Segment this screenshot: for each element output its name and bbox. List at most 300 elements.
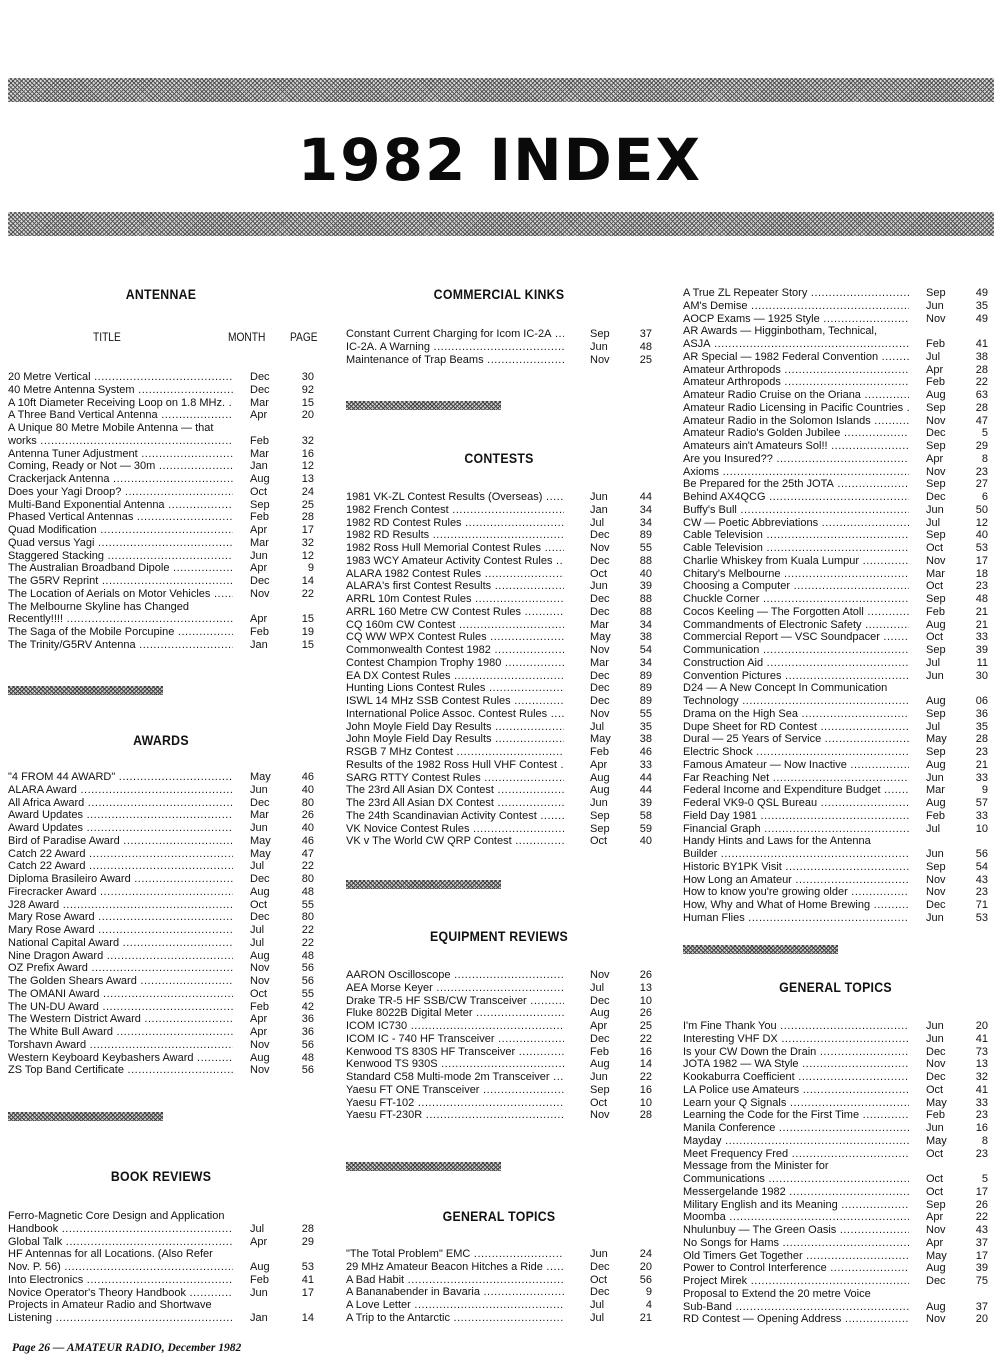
index-entry xyxy=(683,1020,988,1033)
index-entry xyxy=(8,1223,314,1236)
entry-title: A Bad Habit ..... xyxy=(346,1274,564,1287)
entry-title: VK Novice Contest Rules ..... xyxy=(346,823,564,836)
entry-title: Charlie Whiskey from Kuala Lumpur ..... xyxy=(683,555,909,568)
entry-month: Sep xyxy=(926,529,946,542)
index-entry xyxy=(8,371,314,384)
entry-month: Feb xyxy=(590,746,609,758)
entry-month: May xyxy=(926,1134,947,1147)
entry-month: Sep xyxy=(926,746,946,758)
entry-page: 22 xyxy=(975,376,988,389)
entry-page: 16 xyxy=(639,1083,652,1096)
entry-title: Amateur Radio in the Solomon Islands ..... xyxy=(683,415,909,428)
entry-page: 16 xyxy=(301,447,314,460)
equipment-reviews-separator xyxy=(346,880,501,889)
entry-page: 13 xyxy=(639,981,652,994)
entry-title: Mary Rose Award ..... xyxy=(8,924,233,937)
entry-page: 53 xyxy=(301,1261,314,1273)
entry-page: 34 xyxy=(639,516,652,529)
entry-month: Jul xyxy=(250,1222,265,1235)
index-entry xyxy=(8,899,314,912)
index-entry xyxy=(8,473,314,486)
entry-page: 32 xyxy=(975,1071,988,1083)
index-entry xyxy=(683,300,988,313)
entry-page: 37 xyxy=(975,1300,988,1313)
entry-month: Dec xyxy=(926,1275,946,1287)
entry-title: Mayday ..... xyxy=(683,1135,909,1148)
entry-title: Maintenance of Trap Beams ..... xyxy=(346,354,564,367)
entry-page: 13 xyxy=(975,1058,988,1071)
entry-page: 16 xyxy=(975,1122,988,1134)
entry-page: 23 xyxy=(975,1147,988,1160)
entry-title: 1981 VK-ZL Contest Results (Overseas) ..... xyxy=(346,491,564,504)
entry-title: Field Day 1981 ..... xyxy=(683,810,909,823)
entry-month: Aug xyxy=(926,1262,946,1275)
entry-month: Jun xyxy=(926,848,944,860)
entry-title: John Moyle Field Day Results ..... xyxy=(346,733,564,746)
entry-title: The UN-DU Award ..... xyxy=(8,1001,233,1014)
entry-title: Staggered Stacking ..... xyxy=(8,550,233,563)
entry-month: Jun xyxy=(926,911,944,924)
entry-title: Mary Rose Award ..... xyxy=(8,911,233,924)
index-entry xyxy=(683,287,988,300)
entry-month: Dec xyxy=(590,554,610,567)
entry-title: AR Special — 1982 Federal Convention ..... xyxy=(683,351,909,364)
index-entry xyxy=(8,924,314,937)
page-footer: Page 26 — AMATEUR RADIO, December 1982 xyxy=(12,1342,242,1354)
entry-title: 1982 RD Results ..... xyxy=(346,529,564,542)
entry-month: Apr xyxy=(250,1026,268,1038)
entry-page: 44 xyxy=(639,771,652,784)
index-entry xyxy=(346,1274,652,1287)
entry-title: Buffy's Bull ..... xyxy=(683,504,909,517)
entry-month: Oct xyxy=(250,485,268,498)
index-entry xyxy=(8,613,314,626)
entry-title: Diploma Brasileiro Award ..... xyxy=(8,873,233,886)
index-entry xyxy=(683,593,988,606)
entry-page: 89 xyxy=(639,695,652,707)
index-entry xyxy=(8,384,314,397)
entry-title: RSGB 7 MHz Contest ..... xyxy=(346,746,564,759)
entry-page: 9 xyxy=(645,1286,652,1299)
entry-title: National Capital Award ..... xyxy=(8,937,233,950)
entry-month: Jun xyxy=(250,1286,268,1299)
entry-page: 17 xyxy=(301,524,314,536)
entry-title: Is your CW Down the Drain ..... xyxy=(683,1046,909,1059)
entry-title: Constant Current Charging for Icom IC-2A ..... xyxy=(346,328,564,341)
index-entry xyxy=(8,486,314,499)
entry-page: 37 xyxy=(639,328,652,340)
entry-month: Apr xyxy=(250,1235,268,1248)
entry-month: Nov xyxy=(590,353,610,366)
entry-title: ARRL 160 Metre CW Contest Rules ..... xyxy=(346,606,564,619)
entry-title: A 10ft Diameter Receiving Loop on 1.8 MHz. ..... xyxy=(8,397,233,410)
entry-page: 28 xyxy=(975,363,988,376)
index-entry xyxy=(8,460,314,473)
entry-month: Jan xyxy=(250,638,268,651)
index-entry xyxy=(8,639,314,652)
entry-month: Dec xyxy=(250,911,270,924)
index-entry xyxy=(346,784,652,797)
entry-month: Sep xyxy=(926,707,946,720)
entry-month: Jul xyxy=(250,924,265,936)
entry-page: 22 xyxy=(301,587,314,600)
section-heading-awards: AWARDS xyxy=(133,732,189,748)
entry-page: 20 xyxy=(975,1313,988,1326)
entry-page: 40 xyxy=(301,783,314,796)
entry-month: Dec xyxy=(590,1286,610,1299)
entry-month: Jul xyxy=(926,656,941,669)
entry-title: The White Bull Award ..... xyxy=(8,1026,233,1039)
entry-page: 49 xyxy=(975,287,988,299)
entry-title: A Bananabender in Bavaria ..... xyxy=(346,1286,564,1299)
index-entry xyxy=(8,1001,314,1014)
entry-month: Dec xyxy=(250,575,270,587)
index-entry xyxy=(683,542,988,555)
entry-month: Nov xyxy=(926,1313,946,1326)
entry-title: Federal VK9-0 QSL Bureau ..... xyxy=(683,797,909,810)
entry-page: 15 xyxy=(301,638,314,651)
entry-title: Fluke 8022B Digital Meter ..... xyxy=(346,1007,564,1020)
book-reviews-separator xyxy=(8,1112,163,1121)
entry-month: Jun xyxy=(590,797,608,809)
entry-month: Aug xyxy=(250,1261,270,1273)
entry-page: 28 xyxy=(975,401,988,414)
entry-month: Aug xyxy=(250,949,270,962)
index-entry xyxy=(683,1186,988,1199)
index-entry xyxy=(683,1237,988,1250)
index-entry xyxy=(346,995,652,1008)
index-entry xyxy=(683,733,988,746)
awards-separator xyxy=(8,686,163,695)
entry-page: 14 xyxy=(639,1058,652,1071)
entry-title: Financial Graph ..... xyxy=(683,823,909,836)
entry-page: 55 xyxy=(639,707,652,720)
entry-title: Builder ..... xyxy=(683,848,909,861)
index-entry xyxy=(683,1262,988,1275)
index-entry xyxy=(8,626,314,639)
entry-title: Cocos Keeling — The Forgotten Atoll ..... xyxy=(683,606,909,619)
entry-title: The Trinity/G5RV Antenna ..... xyxy=(8,639,233,652)
section-heading-contests: CONTESTS xyxy=(464,450,534,466)
entry-title: Yaesu FT-102 ..... xyxy=(346,1097,564,1110)
index-entry xyxy=(346,1286,652,1299)
entry-page: 5 xyxy=(981,1173,988,1185)
entry-page: 48 xyxy=(301,949,314,962)
entry-title: Construction Aid ..... xyxy=(683,657,909,670)
entry-page: 20 xyxy=(975,1020,988,1032)
index-entry xyxy=(8,1026,314,1039)
entry-month: Apr xyxy=(926,1211,944,1224)
index-entry xyxy=(8,937,314,950)
entry-title: Far Reaching Net ..... xyxy=(683,772,909,785)
index-entry xyxy=(8,1013,314,1026)
entry-title: Amateur Radio's Golden Jubilee ..... xyxy=(683,427,909,440)
entry-page: 28 xyxy=(975,733,988,746)
index-entry xyxy=(346,759,652,772)
entry-title: ASJA ..... xyxy=(683,338,909,351)
entry-page: 25 xyxy=(301,498,314,511)
index-entry xyxy=(346,708,652,721)
index-entry xyxy=(346,695,652,708)
index-entry xyxy=(346,1261,652,1274)
entry-page: 35 xyxy=(975,720,988,733)
entry-month: Dec xyxy=(926,491,946,503)
section-heading-commercial-kinks: COMMERCIAL KINKS xyxy=(433,286,565,302)
index-entry xyxy=(8,409,314,422)
index-entry xyxy=(683,1224,988,1237)
entry-month: Aug xyxy=(250,885,270,898)
index-entry xyxy=(683,657,988,670)
entry-month: Jun xyxy=(926,1032,944,1045)
index-entry xyxy=(346,1007,652,1020)
entry-month: May xyxy=(250,847,271,860)
entry-page: 56 xyxy=(301,962,314,975)
index-entry xyxy=(683,772,988,785)
index-entry xyxy=(683,376,988,389)
entry-title: AOCP Exams — 1925 Style ..... xyxy=(683,313,909,326)
entry-month: Jul xyxy=(250,936,265,949)
entry-page: 33 xyxy=(975,1096,988,1109)
entry-month: Dec xyxy=(926,427,946,440)
entry-page: 12 xyxy=(301,549,314,562)
entry-title: Recently!!!! ..... xyxy=(8,613,233,626)
entry-title: Kookaburra Coefficient ..... xyxy=(683,1071,909,1084)
entry-month: Aug xyxy=(926,695,946,707)
index-entry xyxy=(683,1135,988,1148)
entry-page: 89 xyxy=(639,669,652,682)
entry-month: Aug xyxy=(590,784,610,797)
entry-month: May xyxy=(926,1249,947,1262)
index-entry xyxy=(683,886,988,899)
entry-month: Nov xyxy=(250,962,270,975)
entry-title: Military English and its Meaning ..... xyxy=(683,1199,909,1212)
entry-title: The 23rd All Asian DX Contest ..... xyxy=(346,784,564,797)
entry-page: 17 xyxy=(975,1249,988,1262)
entry-month: Apr xyxy=(926,363,944,376)
entry-title: The 24th Scandinavian Activity Contest ..... xyxy=(346,810,564,823)
entry-page: 56 xyxy=(975,848,988,860)
entry-title: Drama on the High Sea ..... xyxy=(683,708,909,721)
entry-page: 92 xyxy=(301,383,314,396)
entry-page: 22 xyxy=(301,936,314,949)
entry-page: 47 xyxy=(301,847,314,860)
entry-page: 39 xyxy=(639,580,652,593)
index-entry xyxy=(683,478,988,491)
entry-page: 14 xyxy=(301,1312,314,1324)
entry-month: Oct xyxy=(926,542,944,554)
entry-title: 1982 RD Contest Rules ..... xyxy=(346,517,564,530)
entry-title: The G5RV Reprint ..... xyxy=(8,575,233,588)
index-entry xyxy=(683,899,988,912)
index-entry xyxy=(683,1148,988,1161)
column-header-month: MONTH xyxy=(228,330,266,344)
column-header-page: PAGE xyxy=(290,330,318,344)
entry-month: May xyxy=(926,733,947,746)
index-entry xyxy=(683,1250,988,1263)
entry-title: Interesting VHF DX ..... xyxy=(683,1033,909,1046)
entry-page: 40 xyxy=(975,529,988,542)
section-heading-book-reviews: BOOK REVIEWS xyxy=(110,1168,212,1184)
index-entry xyxy=(683,912,988,925)
entry-page: 27 xyxy=(975,478,988,491)
entry-title: Moomba ..... xyxy=(683,1211,909,1224)
entry-title: Crackerjack Antenna ..... xyxy=(8,473,233,486)
entry-page: 57 xyxy=(975,797,988,809)
entry-month: May xyxy=(250,834,271,847)
entry-month: Jan xyxy=(250,1312,268,1324)
entry-month: Nov xyxy=(250,587,270,600)
index-entry xyxy=(346,810,652,823)
entry-month: May xyxy=(590,631,611,644)
entry-page: 06 xyxy=(975,695,988,707)
entry-title: Cable Television ..... xyxy=(683,542,909,555)
entry-page: 41 xyxy=(975,338,988,350)
entry-title: "4 FROM 44 AWARD" ..... xyxy=(8,771,233,784)
entry-page: 32 xyxy=(301,434,314,447)
entry-month: Mar xyxy=(926,567,945,580)
entry-page: 89 xyxy=(639,682,652,695)
entry-month: Feb xyxy=(250,511,269,524)
entry-month: Nov xyxy=(590,542,610,554)
entry-page: 56 xyxy=(639,1273,652,1286)
entry-title: Hunting Lions Contest Rules ..... xyxy=(346,682,564,695)
index-entry xyxy=(346,657,652,670)
entry-title: The 23rd All Asian DX Contest ..... xyxy=(346,797,564,810)
index-entry xyxy=(683,351,988,364)
index-entry xyxy=(683,440,988,453)
entry-title: Nhulunbuy — The Green Oasis ..... xyxy=(683,1224,909,1237)
entry-page: 5 xyxy=(981,427,988,440)
entry-month: Dec xyxy=(926,1071,946,1083)
entry-month: Nov xyxy=(926,312,946,325)
index-entry xyxy=(683,670,988,683)
index-entry xyxy=(8,1236,314,1249)
entry-title: Quad Modification ..... xyxy=(8,524,233,537)
entry-title: JOTA 1982 — WA Style ..... xyxy=(683,1058,909,1071)
index-entry xyxy=(346,1058,652,1071)
index-entry xyxy=(683,555,988,568)
entry-month: Jun xyxy=(926,771,944,784)
entry-title: Global Talk ..... xyxy=(8,1236,233,1249)
index-entry xyxy=(346,504,652,517)
entry-month: Oct xyxy=(250,898,268,911)
entry-month: Jun xyxy=(926,503,944,516)
entry-month: Oct xyxy=(926,1173,944,1185)
entry-title: Amateurs ain't Amateurs Sol!! ..... xyxy=(683,440,909,453)
index-entry xyxy=(8,524,314,537)
entry-month: Jul xyxy=(590,516,605,529)
entry-page: 23 xyxy=(975,886,988,899)
entry-page: 23 xyxy=(975,746,988,758)
entry-title: 29 MHz Amateur Beacon Hitches a Ride ..... xyxy=(346,1261,564,1274)
entry-month: Oct xyxy=(250,987,268,1000)
entry-title: Yaesu FT ONE Transceiver ..... xyxy=(346,1084,564,1097)
index-entry xyxy=(346,1046,652,1059)
index-entry xyxy=(683,517,988,530)
index-entry xyxy=(346,491,652,504)
entry-month: Jun xyxy=(590,491,608,503)
entry-page: 11 xyxy=(976,656,988,669)
index-entry xyxy=(683,784,988,797)
entry-month: Jun xyxy=(926,669,944,682)
entry-month: Sep xyxy=(250,498,270,511)
entry-page: 48 xyxy=(301,1051,314,1064)
index-entry xyxy=(683,1033,988,1046)
entry-title: SARG RTTY Contest Rules ..... xyxy=(346,772,564,785)
entry-page: 40 xyxy=(639,567,652,580)
index-entry xyxy=(8,771,314,784)
index-entry xyxy=(346,1109,652,1122)
entry-month: May xyxy=(590,733,611,746)
index-entry xyxy=(346,670,652,683)
entry-page: 22 xyxy=(639,1071,652,1083)
index-entry xyxy=(8,1261,314,1274)
entry-month: Oct xyxy=(926,1147,944,1160)
entry-title: How to know you're growing older ..... xyxy=(683,886,909,899)
entry-month: Oct xyxy=(926,580,944,593)
index-entry xyxy=(683,759,988,772)
entry-page: 42 xyxy=(301,1000,314,1013)
entry-month: Feb xyxy=(926,338,945,350)
entry-month: Jan xyxy=(590,503,608,516)
header-stipple-band-bottom xyxy=(8,212,994,236)
entry-title: Kenwood TS 930S ..... xyxy=(346,1058,564,1071)
entry-month: Sep xyxy=(926,287,946,299)
entry-month: Jul xyxy=(926,822,941,835)
section-heading-general-topics: GENERAL TOPICS xyxy=(779,979,892,995)
entry-page: 25 xyxy=(639,1020,652,1032)
entry-title: Western Keyboard Keybashers Award ..... xyxy=(8,1052,233,1065)
entry-month: Apr xyxy=(250,562,268,575)
entry-month: Oct xyxy=(590,1273,608,1286)
contests-separator xyxy=(346,401,501,410)
entry-month: Nov xyxy=(250,975,270,987)
entry-month: Jun xyxy=(590,1071,608,1083)
entry-month: Jun xyxy=(590,1248,608,1260)
entry-month: Sep xyxy=(926,478,946,491)
index-entry xyxy=(346,555,652,568)
entry-month: Nov xyxy=(926,1224,946,1236)
entry-title: Coming, Ready or Not — 30m ..... xyxy=(8,460,233,473)
entry-month: May xyxy=(250,771,271,783)
index-entry xyxy=(346,619,652,632)
entry-page: 48 xyxy=(301,885,314,898)
index-entry xyxy=(346,341,652,354)
entry-title: Award Updates ..... xyxy=(8,822,233,835)
entry-title: The Western District Award ..... xyxy=(8,1013,233,1026)
entry-month: May xyxy=(926,1096,947,1109)
index-entry xyxy=(683,797,988,810)
entry-month: Apr xyxy=(926,1236,944,1249)
index-entry xyxy=(8,499,314,512)
entry-title: Antenna Tuner Adjustment ..... xyxy=(8,448,233,461)
entry-month: Dec xyxy=(590,593,610,605)
entry-month: Feb xyxy=(590,1045,609,1058)
entry-page: 28 xyxy=(301,1222,314,1235)
entry-month: Jul xyxy=(590,720,605,733)
entry-title: Contest Champion Trophy 1980 ..... xyxy=(346,657,564,670)
entry-title: Firecracker Award ..... xyxy=(8,886,233,899)
entry-month: Nov xyxy=(926,873,946,886)
entry-title: Axioms ..... xyxy=(683,466,909,479)
entry-page: 26 xyxy=(975,1198,988,1211)
entry-month: Jan xyxy=(250,460,268,473)
entry-title: Novice Operator's Theory Handbook ..... xyxy=(8,1287,233,1300)
index-entry xyxy=(683,619,988,632)
entry-title: 1982 French Contest ..... xyxy=(346,504,564,517)
index-entry xyxy=(346,1097,652,1110)
entry-title: The Australian Broadband Dipole ..... xyxy=(8,562,233,575)
